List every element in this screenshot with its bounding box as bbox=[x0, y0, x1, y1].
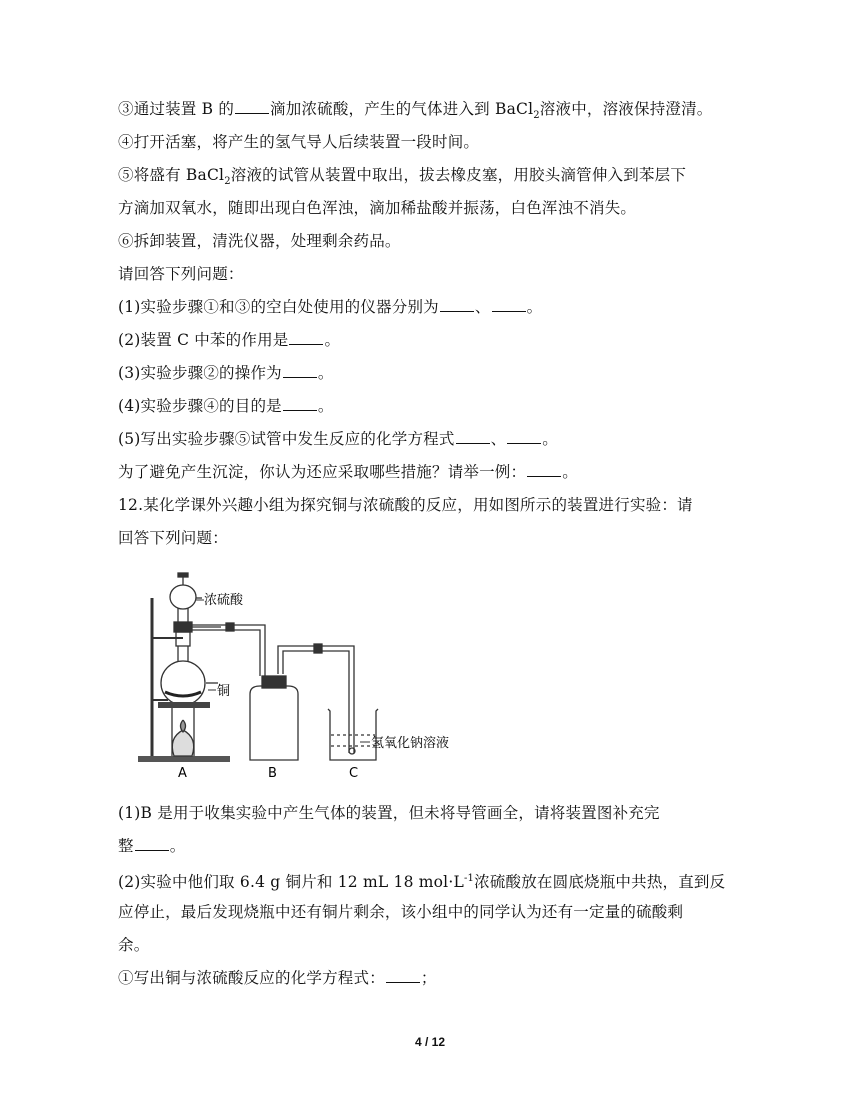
answer-blank[interactable] bbox=[386, 968, 420, 983]
question-3: (3)实验步骤②的操作为 。 bbox=[118, 364, 334, 382]
answer-blank[interactable] bbox=[235, 99, 269, 114]
question-5-followup: 为了避免产生沉淀，你认为还应采取哪些措施？请举一例： 。 bbox=[118, 463, 578, 481]
step-5-text: ⑤将盛有 BaCl$_2$溶液的试管从装置中取出，拔去橡皮塞，用胶头滴管伸入到苯层下 bbox=[118, 166, 687, 188]
apparatus-c bbox=[328, 709, 378, 760]
label-concentrated-sulfuric-acid: 浓硫酸 bbox=[204, 593, 244, 608]
q12-part-1-continued: 整 。 bbox=[118, 837, 186, 855]
problem-12-stem: 12.某化学课外兴趣小组为探究铜与浓硫酸的反应，用如图所示的装置进行实验：请 bbox=[118, 496, 693, 514]
step-4-text: ④打开活塞，将产生的氢气导人后续装置一段时间。 bbox=[118, 133, 480, 151]
answer-blank[interactable] bbox=[492, 297, 526, 312]
page-number: 4 / 12 bbox=[414, 1035, 446, 1049]
label-copper: 铜 bbox=[217, 684, 231, 699]
answer-blank[interactable] bbox=[440, 297, 474, 312]
question-1: (1)实验步骤①和③的空白处使用的仪器分别为 、 。 bbox=[118, 298, 543, 316]
question-4: (4)实验步骤④的目的是 。 bbox=[118, 397, 334, 415]
label-apparatus-b: B bbox=[268, 766, 277, 781]
answer-blank[interactable] bbox=[283, 363, 317, 378]
question-5: (5)写出实验步骤⑤试管中发生反应的化学方程式 、 。 bbox=[118, 430, 558, 448]
q12-part-2: (2)实验中他们取 6.4 g 铜片和 12 mL 18 $mol\cdot L^{-1}$浓硫酸放在圆底烧瓶中共热，直到反 bbox=[118, 873, 726, 892]
q12-part-2-continued: 应停止，最后发现烧瓶中还有铜片剩余，该小组中的同学认为还有一定量的硫酸剩 bbox=[118, 903, 684, 921]
problem-12-stem-continued: 回答下列问题： bbox=[118, 529, 228, 547]
answer-blank[interactable] bbox=[283, 396, 317, 411]
answer-blank[interactable] bbox=[456, 429, 490, 444]
answer-blank[interactable] bbox=[289, 330, 323, 345]
label-naoh-solution: 氢氧化钠溶液 bbox=[371, 736, 450, 751]
answer-blank[interactable] bbox=[135, 836, 169, 851]
apparatus-b bbox=[250, 676, 298, 760]
label-apparatus-c: C bbox=[349, 766, 359, 781]
q12-part-2-end: 余。 bbox=[118, 936, 150, 954]
q12-part-1: (1)B 是用于收集实验中产生气体的装置，但未将导管画全，请将装置图补充完 bbox=[118, 804, 660, 822]
q12-subpart-1: ①写出铜与浓硫酸反应的化学方程式： ； bbox=[118, 969, 437, 987]
question-2: (2)装置 C 中苯的作用是 。 bbox=[118, 331, 341, 349]
question-intro: 请回答下列问题： bbox=[118, 265, 244, 283]
label-apparatus-a: A bbox=[178, 766, 187, 781]
step-3-text: ③通过装置 B 的 滴加浓硫酸，产生的气体进入到 BaCl$_2$溶液中，溶液保持澄清。 bbox=[118, 100, 713, 122]
answer-blank[interactable] bbox=[527, 462, 561, 477]
answer-blank[interactable] bbox=[507, 429, 541, 444]
apparatus-figure bbox=[128, 570, 498, 785]
step-5-continued: 方滴加双氧水，随即出现白色浑浊，滴加稀盐酸并振荡，白色浑浊不消失。 bbox=[118, 199, 637, 217]
step-6-text: ⑥拆卸装置，清洗仪器，处理剩余药品。 bbox=[118, 232, 401, 250]
